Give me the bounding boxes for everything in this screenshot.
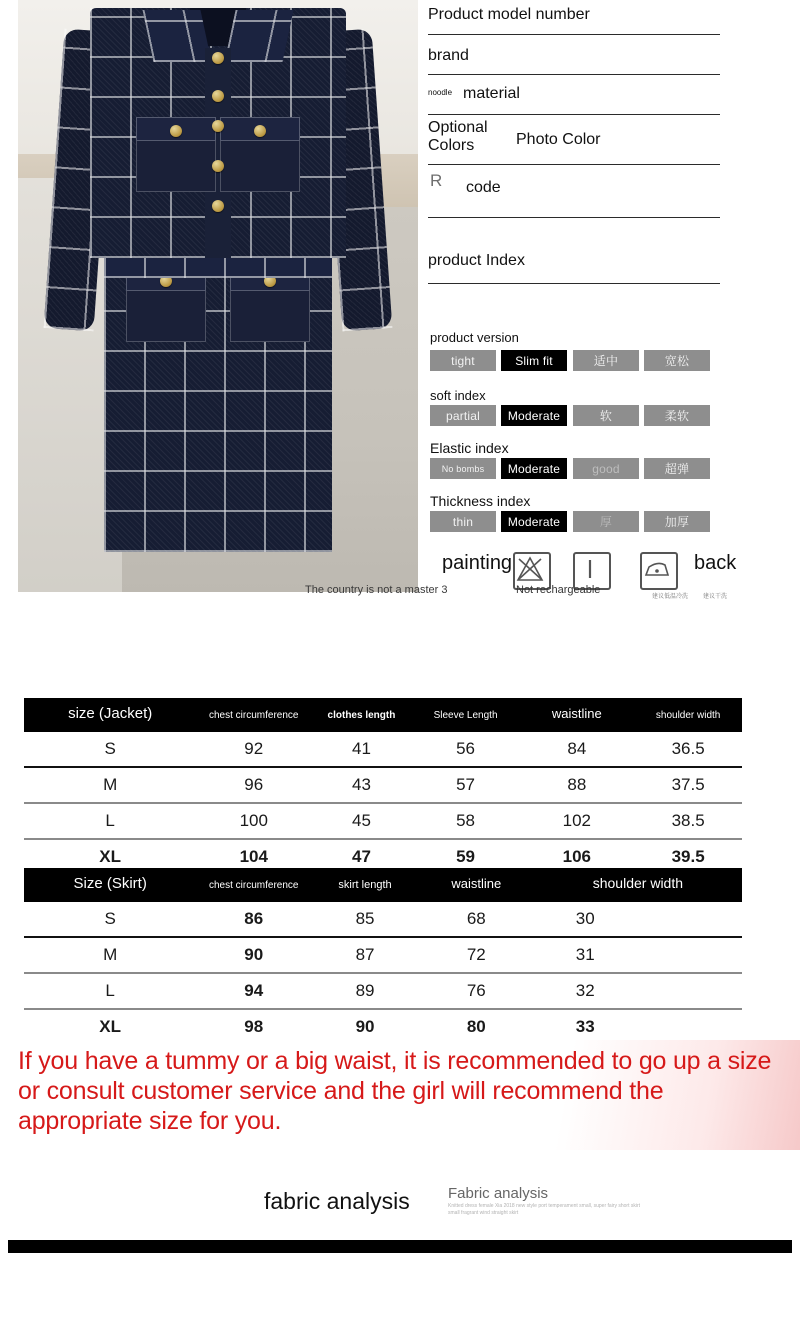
jacket-collar-right [224, 10, 293, 62]
cell-sleeve: 58 [412, 803, 520, 839]
cell-chest: 96 [196, 767, 311, 803]
cell-chest: 90 [196, 937, 311, 973]
th-jacket-size: size (Jacket) [24, 698, 196, 732]
skirt-body [104, 252, 332, 552]
fabric-analysis-subheading: Fabric analysis [448, 1185, 549, 1202]
iron-icon [640, 552, 678, 590]
table-row [24, 767, 742, 803]
spec-label-material: material [463, 85, 520, 102]
cell-chest: 98 [244, 1017, 264, 1036]
spec-sublabel-code: R [430, 171, 443, 190]
table-row [24, 973, 742, 1009]
pill-elastic-3[interactable]: 超弹 [644, 458, 710, 479]
care-caption-drip-dry-cn: 建议低温冷洗 [652, 594, 689, 600]
th-jacket-shoulder: shoulder width [634, 698, 742, 732]
gold-button [212, 52, 224, 64]
cell-chest: 86 [196, 902, 311, 937]
cell-size: XL [99, 1017, 122, 1036]
cell-length: 87 [311, 937, 419, 973]
photo-watermark: The country is not a master 3 [305, 584, 448, 596]
cell-waistline: 80 [466, 1017, 486, 1036]
cell-length: 45 [311, 803, 412, 839]
spec-row-model [428, 0, 720, 35]
th-jacket-length: clothes length [311, 698, 412, 732]
cell-waistline: 106 [562, 847, 592, 866]
table-row [24, 902, 742, 937]
table-row [24, 1009, 742, 1044]
pill-elastic-0[interactable]: No bombs [430, 458, 496, 479]
cell-size: M [24, 937, 196, 973]
pill-thickness-1[interactable]: Moderate [501, 511, 567, 532]
pill-soft-1[interactable]: Moderate [501, 405, 567, 426]
care-label-back: back [694, 552, 737, 574]
cell-size: S [24, 902, 196, 937]
cell-size: L [24, 973, 196, 1009]
cell-chest: 104 [239, 847, 268, 866]
table-body [24, 732, 742, 874]
table-header-row [24, 698, 742, 732]
drip-dry-glyph [575, 554, 605, 584]
gold-button [212, 200, 224, 212]
pill-thickness-0[interactable]: thin [430, 511, 496, 532]
table-head [24, 698, 742, 732]
spec-row-index [428, 240, 720, 284]
cell-size: L [24, 803, 196, 839]
cell-length: 47 [351, 847, 371, 866]
cell-length: 89 [311, 973, 419, 1009]
cell-waistline: 76 [419, 973, 534, 1009]
table-row [24, 732, 742, 767]
spec-label-model: Product model number [428, 6, 590, 23]
iron-glyph [642, 554, 672, 584]
pill-soft-2[interactable]: 软 [573, 405, 639, 426]
pill-soft-0[interactable]: partial [430, 405, 496, 426]
cell-waistline: 102 [519, 803, 634, 839]
cell-sleeve: 56 [412, 732, 520, 767]
spec-label-index: product Index [428, 252, 525, 269]
fabric-analysis-heading: fabric analysis [264, 1188, 410, 1214]
th-skirt-chest: chest circumference [196, 868, 311, 902]
cell-shoulder: 39.5 [671, 847, 705, 866]
th-skirt-length: skirt length [311, 868, 419, 902]
pill-version-2[interactable]: 适中 [573, 350, 639, 371]
jacket-pocket-left [136, 128, 216, 192]
gold-button [254, 125, 266, 137]
index-title-version: product version [430, 330, 519, 345]
spec-row-brand [428, 35, 720, 75]
spec-label-code: code [466, 179, 501, 196]
pill-version-1[interactable]: Slim fit [501, 350, 567, 371]
gold-button [212, 120, 224, 132]
cell-length: 90 [355, 1017, 375, 1036]
th-skirt-size: Size (Skirt) [24, 868, 196, 902]
cell-shoulder: 33 [575, 1017, 595, 1036]
size-table-skirt [24, 868, 742, 1044]
cell-size: M [24, 767, 196, 803]
care-label-painting: painting [442, 552, 513, 574]
gold-button [212, 160, 224, 172]
table-row [24, 803, 742, 839]
th-skirt-waistline: waistline [419, 868, 534, 902]
skirt-pocket-right [230, 278, 310, 342]
pill-thickness-3[interactable]: 加厚 [644, 511, 710, 532]
spec-label-colors: Optional Colors [428, 119, 488, 154]
table-header-row [24, 868, 742, 902]
table-body [24, 902, 742, 1044]
cell-shoulder: 38.5 [634, 803, 742, 839]
cell-chest: 100 [196, 803, 311, 839]
cell-sleeve: 59 [456, 847, 475, 866]
care-caption-iron-cn: 建议干洗 [703, 594, 728, 600]
size-advice-notice: If you have a tummy or a big waist, it is recommended to go up a size or consult customer service and the girl will recommend the appropriate size for you. [18, 1047, 772, 1135]
gold-button [170, 125, 182, 137]
pill-soft-3[interactable]: 柔软 [644, 405, 710, 426]
cell-waistline: 72 [419, 937, 534, 973]
cell-size: S [24, 732, 196, 767]
cell-shoulder: 37.5 [634, 767, 742, 803]
pill-thickness-2[interactable]: 厚 [573, 511, 639, 532]
bottom-divider-bar [8, 1240, 792, 1253]
spec-list [428, 0, 720, 284]
cell-shoulder: 32 [534, 973, 742, 1009]
skirt-pocket-left [126, 278, 206, 342]
jacket-body [90, 8, 346, 258]
size-table-jacket [24, 698, 742, 874]
plaid-pattern [142, 10, 211, 62]
th-jacket-waistline: waistline [519, 698, 634, 732]
cell-length: 85 [311, 902, 419, 937]
spec-row-colors [428, 115, 720, 165]
cell-chest: 94 [196, 973, 311, 1009]
spec-row-material [428, 75, 720, 115]
cell-chest: 92 [196, 732, 311, 767]
jacket-collar-left [142, 10, 211, 62]
no-bleach-glyph [515, 554, 545, 584]
cell-shoulder: 30 [534, 902, 742, 937]
product-photo [18, 0, 418, 592]
care-caption-no-bleach: Not rechargeable [516, 584, 601, 596]
gold-button [212, 90, 224, 102]
table-head [24, 868, 742, 902]
cell-size: XL [99, 847, 122, 866]
spec-label-brand: brand [428, 47, 469, 64]
spec-row-code [428, 165, 720, 218]
cell-shoulder: 36.5 [634, 732, 742, 767]
pill-elastic-2[interactable]: good [573, 458, 639, 479]
pill-elastic-1[interactable]: Moderate [501, 458, 567, 479]
cell-sleeve: 57 [412, 767, 520, 803]
cell-waistline: 84 [519, 732, 634, 767]
garment-illustration [68, 0, 368, 592]
th-skirt-shoulder: shoulder width [534, 868, 742, 902]
cell-waistline: 88 [519, 767, 634, 803]
pill-version-3[interactable]: 宽松 [644, 350, 710, 371]
fabric-analysis-note: Knitted dress female Xia 2018 new style port temperament small, super fairy short skirt small fragrant wind straight skirt [448, 1203, 641, 1216]
cell-length: 43 [311, 767, 412, 803]
spec-value-colors: Photo Color [516, 131, 601, 148]
cell-shoulder: 31 [534, 937, 742, 973]
index-title-elastic: Elastic index [430, 440, 509, 456]
jacket-pocket-right [220, 128, 300, 192]
cell-length: 41 [311, 732, 412, 767]
index-title-soft: soft index [430, 388, 486, 403]
table-row [24, 937, 742, 973]
spec-sublabel-material: noodle [428, 88, 453, 97]
plaid-pattern [224, 10, 293, 62]
th-jacket-sleeve: Sleeve Length [412, 698, 520, 732]
cell-waistline: 68 [419, 902, 534, 937]
index-title-thickness: Thickness index [430, 493, 531, 509]
th-jacket-chest: chest circumference [196, 698, 311, 732]
pill-version-0[interactable]: tight [430, 350, 496, 371]
